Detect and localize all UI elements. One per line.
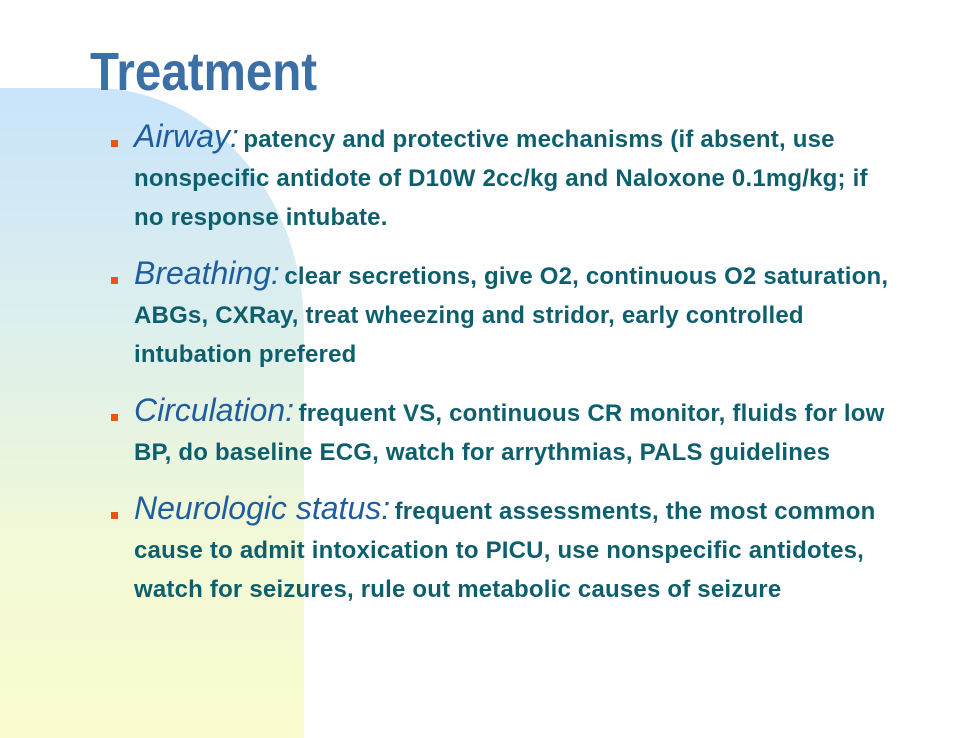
square-bullet-icon: [111, 414, 118, 421]
bullet-item-airway: [100, 118, 900, 239]
bullet-list: [100, 118, 900, 627]
bullet-item-circulation: [100, 392, 900, 474]
bullet-heading: Airway:: [134, 118, 239, 154]
bullet-item-neurologic-status: [100, 490, 900, 611]
bullet-body: clear secretions, give O2, continuous O2 saturation, ABGs, CXRay, treat wheezing and stridor, early controlled intubation prefered: [134, 263, 889, 368]
bullet-text: [134, 490, 876, 603]
bullet-body: frequent assessments, the most common cause to admit intoxication to PICU, use nonspecific antidotes, watch for seizures, rule out metabolic causes of seizure: [134, 498, 876, 603]
bullet-text: [134, 255, 889, 368]
square-bullet-icon: [111, 140, 118, 147]
square-bullet-icon: [111, 512, 118, 519]
bullet-body: frequent VS, continuous CR monitor, fluids for low BP, do baseline ECG, watch for arrythmias, PALS guidelines: [134, 400, 885, 466]
square-bullet-icon: [111, 277, 118, 284]
slide-title: Treatment: [90, 42, 318, 102]
bullet-text: [134, 392, 885, 466]
bullet-heading: Breathing:: [134, 255, 280, 291]
bullet-heading: Circulation:: [134, 392, 295, 428]
bullet-heading: Neurologic status:: [134, 490, 391, 526]
bullet-item-breathing: [100, 255, 900, 376]
bullet-body: patency and protective mechanisms (if absent, use nonspecific antidote of D10W 2cc/kg and Naloxone 0.1mg/kg; if no response intubate.: [134, 126, 868, 231]
bullet-text: [134, 118, 868, 231]
